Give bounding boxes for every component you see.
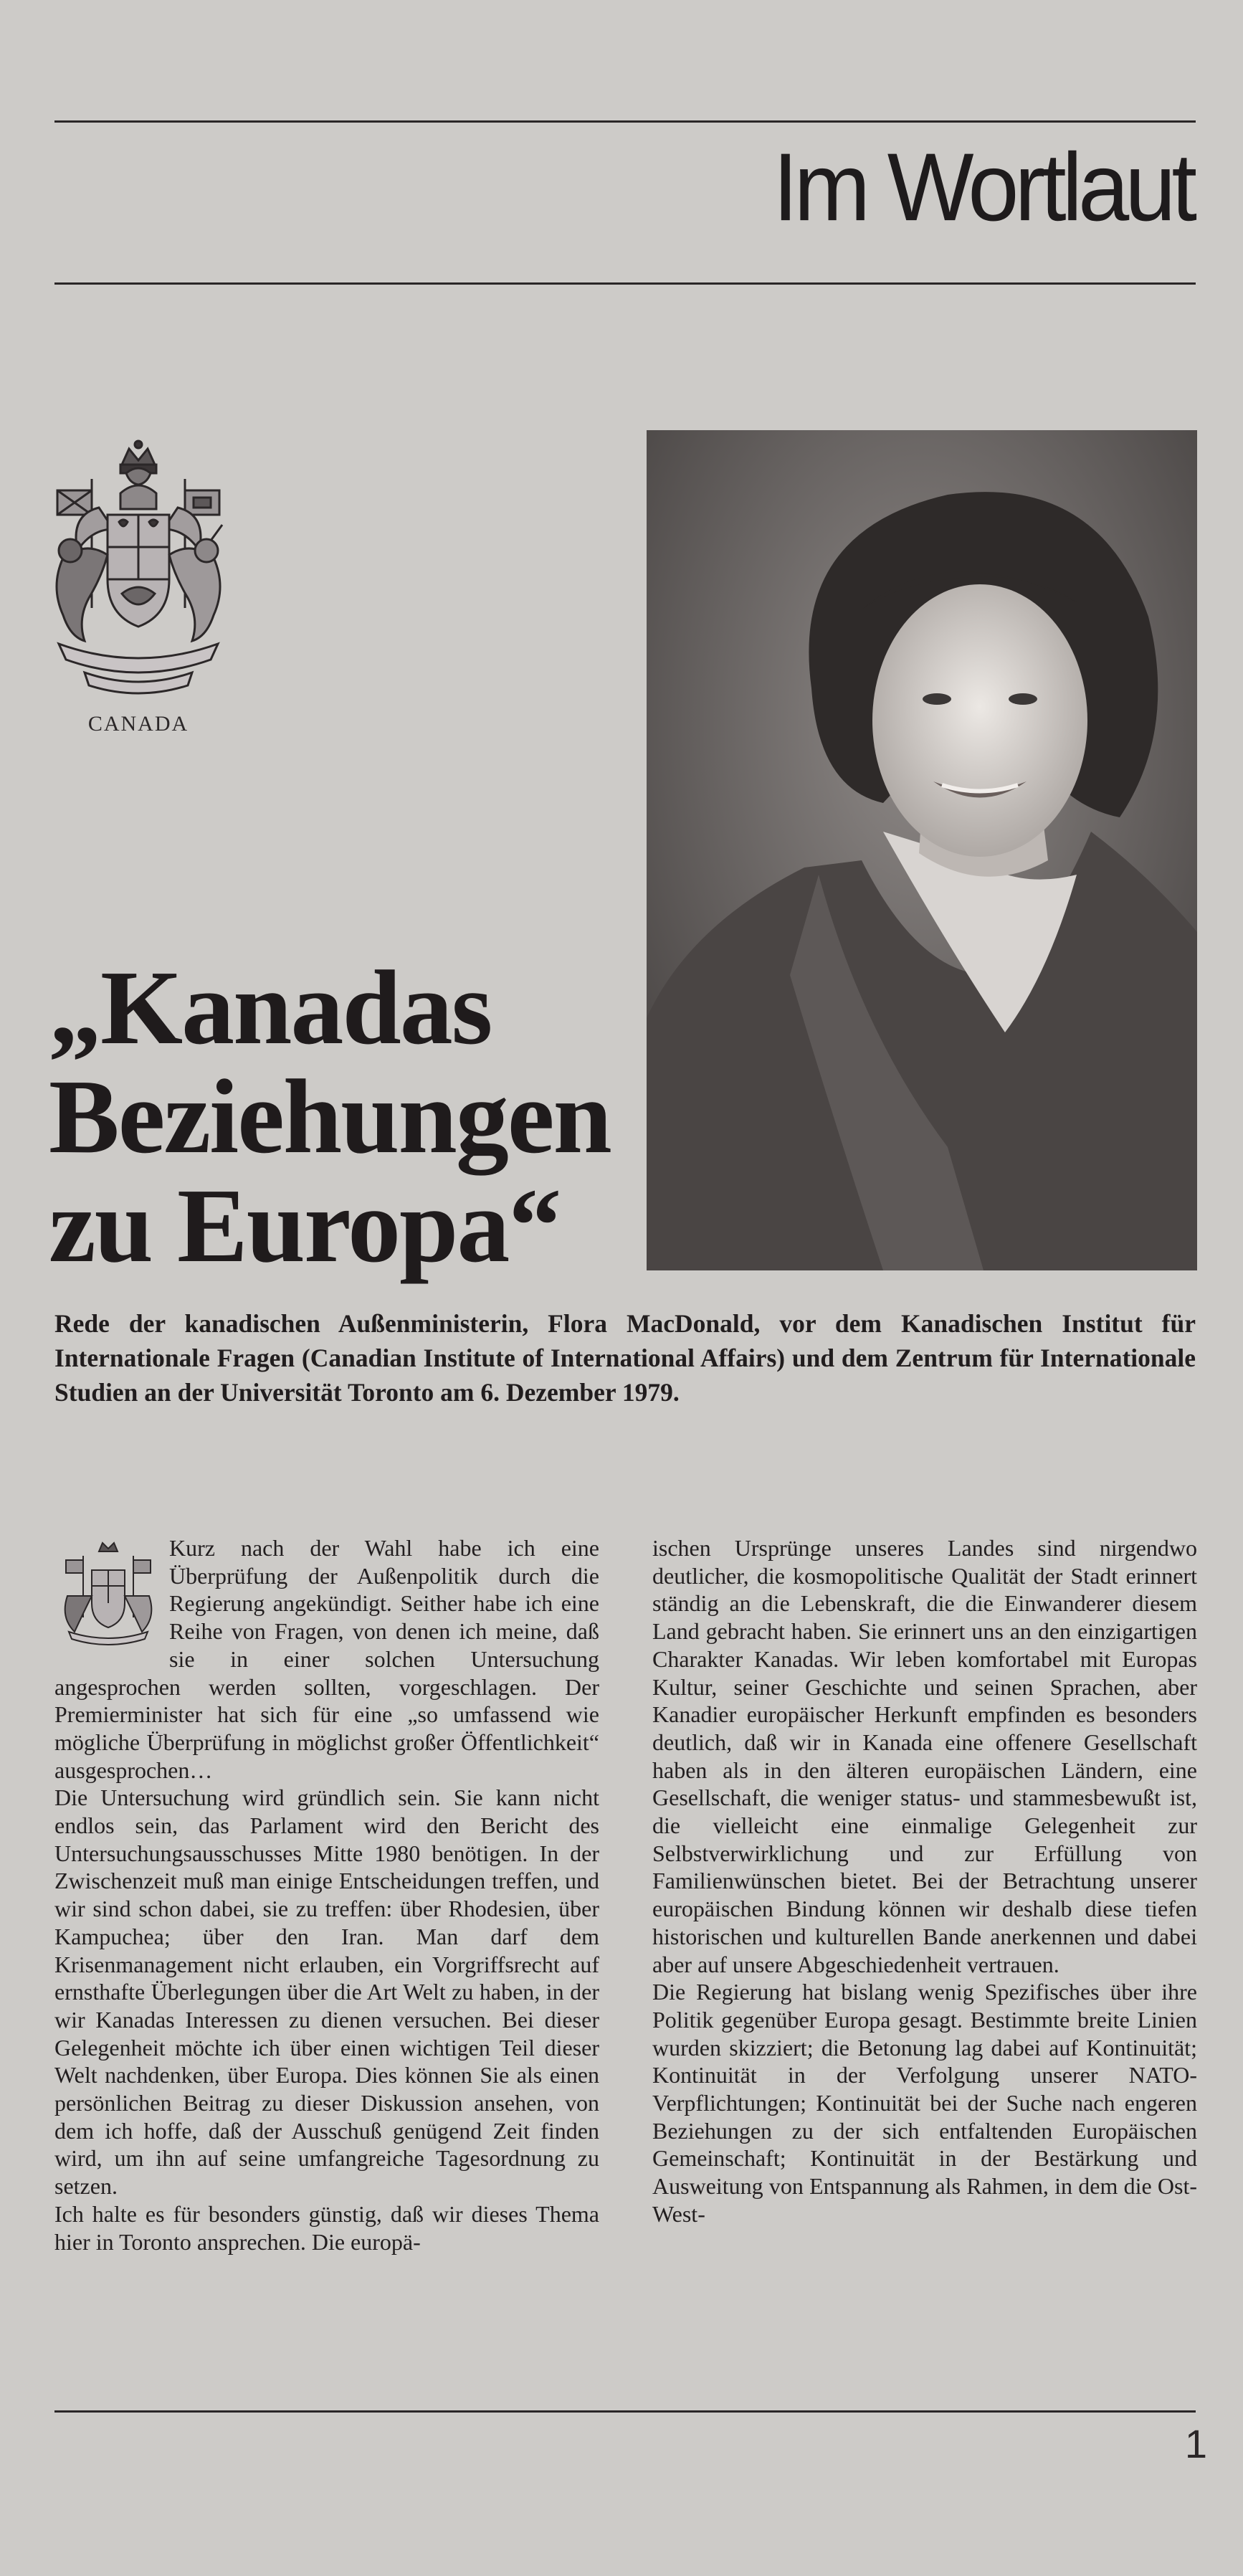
paragraph: ischen Ursprünge unseres Landes sind nirgendwo deutlicher, die kosmopolitische Qualität der Stadt erinnert ständig an die Lebenskraft, die die Einwanderer diesem Land gebracht haben. Sie erinnert uns an den einzigartigen Charakter Kanadas. Wir leben komfortabel mit Europas Kultur, seiner Geschichte und seinen Sprachen, aber Kanadier europäischer Herkunft empfinden es besonders deutlich, daß wir in Kanada eine offenere Gesellschaft haben als in den älteren europäischen Ländern, eine Gesellschaft, die weniger status- und stammesbewußt ist, die vielleicht eine einmalige Gelegenheit zur Selbstverwirklichung und zur Erfüllung von Familienwünschen bietet. Bei der Betrachtung unserer europäischen Bindung können wir deshalb diese tiefen historischen und kulturellen Bande anerkennen und dabei aber auf unsere Abgeschiedenheit vertrauen.	[652, 1535, 1197, 1977]
small-coat-of-arms	[54, 1539, 162, 1646]
body-column-right	[652, 1534, 1197, 2228]
footer-rule	[54, 2410, 1196, 2413]
title-line-3: zu Europa“	[49, 1167, 561, 1285]
canada-coat-of-arms	[42, 436, 235, 708]
title-line-1: „Kanadas	[49, 949, 492, 1067]
crest-caption: CANADA	[87, 712, 189, 736]
paragraph: Die Regierung hat bislang wenig Spezifisches über ihre Politik gegenüber Europa gesagt. Bestimmte breite Linien wurden skizziert; die Betonung lag dabei auf Kontinuität; Kontinuität in der Verfolgung unserer NATO-Verpflichtungen; Kontinuität bei der Suche nach engeren Beziehungen zu der sich entfaltenden Europäischen Gemeinschaft; Kontinuität in der Bestärkung und Ausweitung von Entspannung als Rahmen, in dem die Ost-West-	[652, 1979, 1197, 2227]
portrait-photo	[647, 430, 1197, 1270]
top-rule	[54, 120, 1196, 123]
paragraph: Kurz nach der Wahl habe ich eine Überprüfung der Außenpolitik durch die Regierung angekündigt. Seither habe ich eine Reihe von Fragen, von denen ich meine, daß sie in einer solchen Untersuchung angesprochen werden sollten, vorgeschlagen. Der Premierminister hat sich für eine „so umfassend wie mögliche Überprüfung in möglichst großer Öffentlichkeit“ ausgesprochen…	[54, 1535, 599, 1783]
article-title	[49, 949, 637, 1285]
paragraph: Die Untersuchung wird gründlich sein. Sie kann nicht endlos sein, das Parlament wird den Bericht des Untersuchungsausschusses Mitte 1980 benötigen. In der Zwischenzeit muß man einige Entscheidungen treffen, und wir sind schon dabei, sie zu treffen: über Rhodesien, über Kampuchea; über den Iran. Man darf dem Krisenmanagement nicht erlauben, ein Vorgriffsrecht auf ernsthafte Überlegungen über die Art Welt zu haben, in der wir Kanadas Interessen zu dienen versuchen. Bei dieser Gelegenheit möchte ich über einen wichtigen Teil dieser Welt nachdenken, über Europa. Dies können Sie als einen persönlichen Beitrag zu dieser Diskussion ansehen, von dem ich hoffe, daß der Ausschuß genügend Zeit finden wird, um ihn auf seine umfangreiche Tagesordnung zu setzen.	[54, 1784, 599, 2200]
body-column-left	[54, 1534, 599, 2256]
title-line-2: Beziehungen	[49, 1058, 611, 1176]
masthead-rule	[54, 282, 1196, 285]
section-masthead: Im Wortlaut	[773, 133, 1193, 242]
article-lead: Rede der kanadischen Außenministerin, Flora MacDonald, vor dem Kanadischen Institut für Internationale Fragen (Canadian Institute of International Affairs) und dem Zentrum für Internationale Studien an der Universität Toronto am 6. Dezember 1979.	[54, 1309, 1196, 1407]
page-number: 1	[1184, 2421, 1207, 2466]
paragraph: Ich halte es für besonders günstig, daß wir dieses Thema hier in Toronto ansprechen. Die europä-	[54, 2200, 599, 2255]
